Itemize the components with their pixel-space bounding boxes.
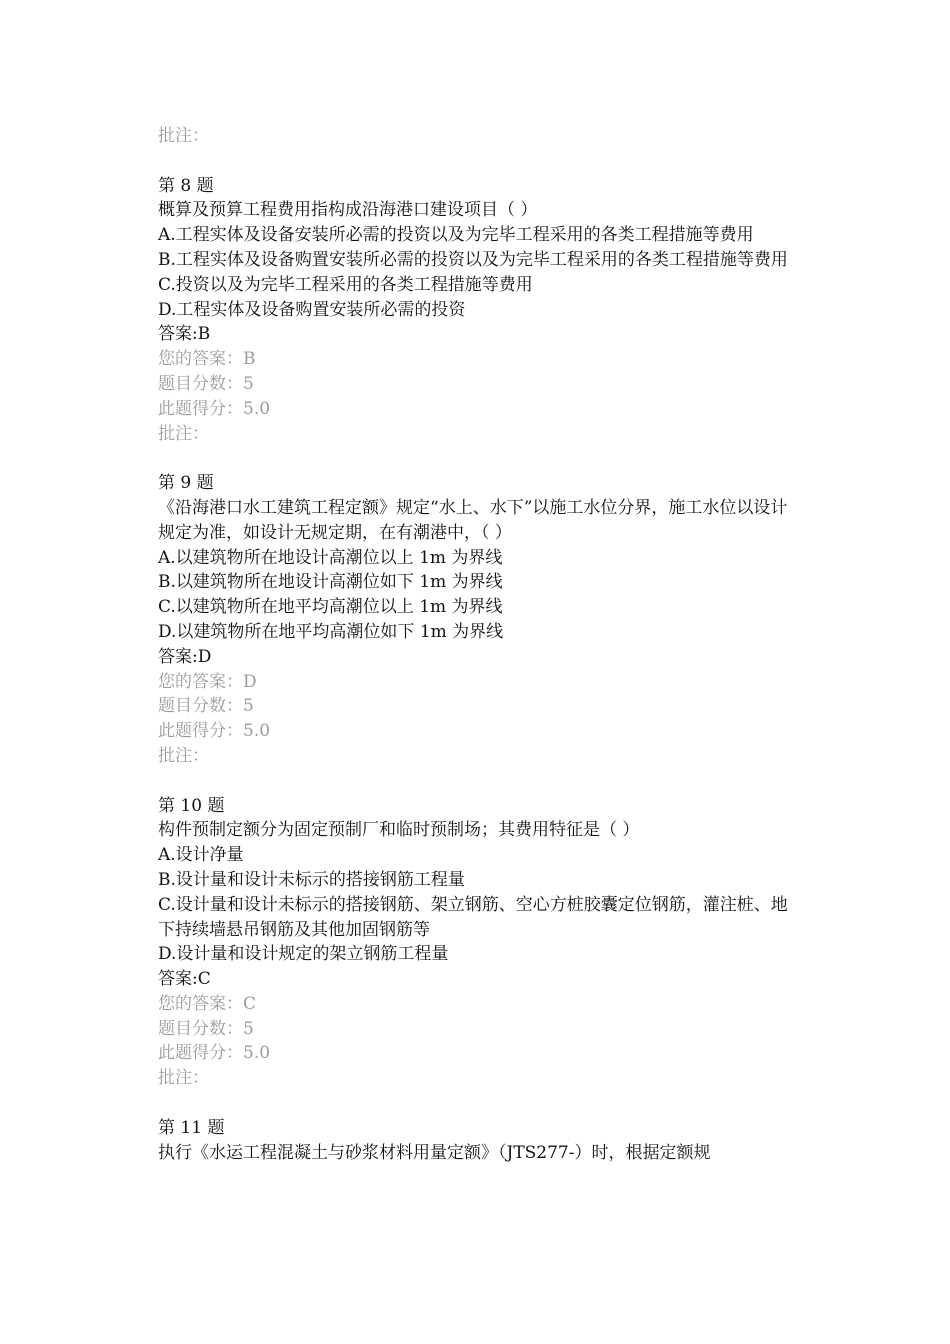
option-b: B.工程实体及设备购置安装所必需的投资以及为完毕工程采用的各类工程措施等费用 xyxy=(158,249,788,270)
prev-note: 批注： xyxy=(158,126,209,146)
correct-answer: 答案:B xyxy=(158,324,211,345)
question-note: 批注： xyxy=(158,1068,209,1089)
question-number: 第 9 题 xyxy=(158,473,214,494)
option-d: D.以建筑物所在地平均高潮位如下 1m 为界线 xyxy=(158,621,504,642)
question-score: 题目分数：5 xyxy=(158,696,254,717)
option-d: D.工程实体及设备购置安装所必需的投资 xyxy=(158,299,466,320)
question-9 xyxy=(158,471,798,769)
question-stem: 执行《水运工程混凝土与砂浆材料用量定额》（JTS277-）时，根据定额规 xyxy=(158,1142,711,1163)
question-stem: 构件预制定额分为固定预制厂和临时预制场；其费用特征是（ ） xyxy=(158,820,640,841)
option-c: C.以建筑物所在地平均高潮位以上 1m 为界线 xyxy=(158,597,503,618)
question-stem: 《沿海港口水工建筑工程定额》规定“水上、水下”以施工水位分界，施工水位以设计规定为准，如设计无规定期，在有潮港中，（ ） xyxy=(158,497,788,543)
question-note: 批注： xyxy=(158,745,209,766)
question-number: 第 10 题 xyxy=(158,795,225,816)
question-10 xyxy=(158,794,798,1092)
option-a: A.以建筑物所在地设计高潮位以上 1m 为界线 xyxy=(158,547,503,568)
option-c: C.投资以及为完毕工程采用的各类工程措施等费用 xyxy=(158,274,533,295)
earned-score: 此题得分：5.0 xyxy=(158,721,271,742)
earned-score: 此题得分：5.0 xyxy=(158,398,271,419)
your-answer: 您的答案：C xyxy=(158,993,257,1014)
question-score: 题目分数：5 xyxy=(158,373,254,394)
question-11 xyxy=(158,1116,798,1166)
option-b: B.以建筑物所在地设计高潮位如下 1m 为界线 xyxy=(158,572,503,593)
correct-answer: 答案:C xyxy=(158,969,211,990)
option-c: C.设计量和设计未标示的搭接钢筋、架立钢筋、空心方桩胶囊定位钢筋，灌注桩、地下持续墙悬吊钢筋及其他加固钢筋等 xyxy=(158,894,788,940)
your-answer: 您的答案：B xyxy=(158,349,256,370)
earned-score: 此题得分：5.0 xyxy=(158,1043,271,1064)
option-b: B.设计量和设计未标示的搭接钢筋工程量 xyxy=(158,869,465,890)
question-note: 批注： xyxy=(158,423,209,444)
question-stem: 概算及预算工程费用指构成沿海港口建设项目（ ） xyxy=(158,200,538,221)
option-a: A.设计净量 xyxy=(158,845,244,866)
document-page xyxy=(158,124,798,1165)
option-a: A.工程实体及设备安装所必需的投资以及为完毕工程采用的各类工程措施等费用 xyxy=(158,225,754,246)
question-number: 第 8 题 xyxy=(158,175,214,196)
question-score: 题目分数：5 xyxy=(158,1018,254,1039)
your-answer: 您的答案：D xyxy=(158,671,257,692)
question-number: 第 11 题 xyxy=(158,1117,225,1138)
option-d: D.设计量和设计规定的架立钢筋工程量 xyxy=(158,944,449,965)
correct-answer: 答案:D xyxy=(158,646,212,667)
question-8 xyxy=(158,174,798,447)
